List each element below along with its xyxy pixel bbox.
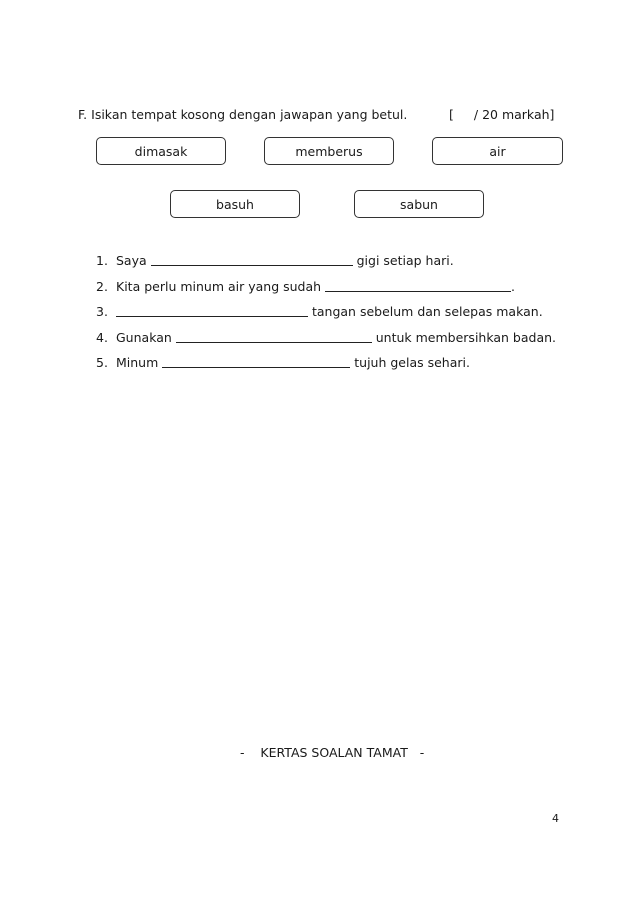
question-text-after: tangan sebelum dan selepas makan.	[308, 304, 543, 319]
marks-total	[449, 107, 554, 122]
question-text-after: untuk membersihkan badan.	[371, 329, 556, 345]
answer-blank[interactable]	[162, 355, 350, 368]
marks-label: / 20 markah]	[473, 107, 555, 122]
question-item	[96, 253, 556, 279]
word-box-basuh: basuh	[170, 190, 300, 218]
question-text-before: Minum	[116, 355, 163, 370]
answer-blank[interactable]	[176, 330, 372, 343]
question-number: 3.	[96, 304, 108, 319]
question-text-before: Saya	[116, 253, 151, 268]
question-item	[96, 304, 556, 330]
question-item	[96, 279, 556, 305]
question-list	[96, 253, 556, 381]
answer-blank[interactable]	[116, 304, 308, 317]
word-box-dimasak: dimasak	[96, 137, 226, 165]
question-text-after: tujuh gelas sehari.	[350, 355, 470, 370]
page-number: 4	[552, 812, 559, 825]
question-text-after: gigi setiap hari.	[352, 253, 454, 268]
question-number: 4.	[96, 329, 108, 345]
question-number: 2.	[96, 278, 108, 294]
section-title: F. Isikan tempat kosong dengan jawapan yang betul.	[78, 107, 408, 122]
question-text-before: Kita perlu minum air yang sudah	[116, 278, 326, 294]
question-item	[96, 330, 556, 356]
answer-blank[interactable]	[151, 253, 353, 266]
end-of-paper-text: - KERTAS SOALAN TAMAT -	[240, 745, 425, 760]
question-item	[96, 355, 556, 381]
question-text-after: .	[511, 278, 516, 294]
word-box-air: air	[432, 137, 563, 165]
answer-blank[interactable]	[325, 279, 511, 292]
question-number: 1.	[96, 253, 108, 268]
word-box-sabun: sabun	[354, 190, 484, 218]
question-text-before: Gunakan	[116, 329, 176, 345]
question-number: 5.	[96, 355, 108, 370]
word-box-memberus: memberus	[264, 137, 394, 165]
marks-open-bracket: [	[449, 107, 454, 122]
